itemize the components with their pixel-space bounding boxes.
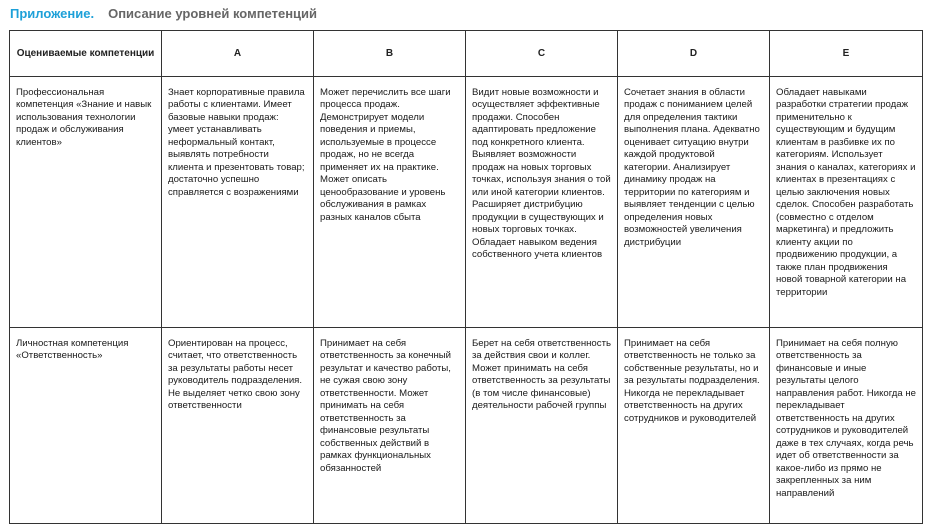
competence-name: Личностная компетенция «Ответственность» [16, 338, 129, 362]
level-text: Принимает на себя ответственность за конечный результат и качество работы, не сужая свою зону ответственности. Может принимать на себя ответственность за финансовые результаты собственных действий в рамках функциональных обязанностей [320, 338, 452, 474]
title-caption: Описание уровней компетенций [108, 6, 318, 21]
level-cell-c [466, 77, 618, 328]
level-text: Видит новые возможности и осуществляет эффективные продажи. Способен адаптировать предложение под конкретного клиента. Выявляет возможности продаж на новых торговых точках, используя знания о той или иной категории клиентов. Расширяет дистрибуцию продукции в существующих и новых торговых точках. Обладает навыком ведения собственного учета клиентов [472, 87, 611, 261]
level-cell-c [466, 328, 618, 524]
level-text: Ориентирован на процесс, считает, что ответственность за результаты работы несет руководитель подразделения. Не выделяет четко свою зону ответственности [168, 338, 303, 412]
column-header-d: D [618, 31, 770, 77]
level-text: Сочетает знания в области продаж с пониманием целей для определения тактики выполнения плана. Адекватно оценивает ситуацию внутри каждой продуктовой категории. Анализирует динамику продаж на территории по категориям и выявляет тенденции с целью определения новых возможностей увеличения дистрибуции [624, 87, 760, 248]
column-header-competence: Оцениваемые компетенции [10, 31, 162, 77]
competence-name: Профессиональная компетенция «Знание и навык использования технологии продаж и обслуживания клиентов» [16, 87, 152, 148]
competence-levels-table [9, 30, 923, 524]
column-header-b: B [314, 31, 466, 77]
level-cell-b [314, 77, 466, 328]
level-text: Обладает навыками разработки стратегии продаж применительно к существующим и будущим клиентам в разбивке их по категориям. Использует знания о каналах, категориях и клиентах в презентациях с целью заключения новых сделок. Способен разработать (совместно с отделом маркетинга) и предложить клиенту акции по продвижению продукции, а также план продвижения новой товарной категории на территории [776, 87, 916, 298]
title-prefix: Приложение. [10, 6, 95, 21]
column-header-c: C [466, 31, 618, 77]
table-row-responsibility [10, 328, 923, 524]
table-header-row [10, 31, 923, 77]
competence-cell [10, 328, 162, 524]
level-text: Принимает на себя полную ответственность за финансовые и иные результаты целого направления работ. Никогда не перекладывает ответственность на других сотрудников и руководителей даже в тех случаях, когда речь идет об ответственности за какое-либо из прямо не закрепленных за ним направлений [776, 338, 917, 499]
level-text: Знает корпоративные правила работы с клиентами. Имеет базовые навыки продаж: умеет устанавливать неформальный контакт, выявлять потребности клиента и презентовать товар; достаточно успешно справляется с возражениями [168, 87, 305, 198]
level-text: Может перечислить все шаги процесса продаж. Демонстрирует модели поведения и приемы, используемые в процессе продаж, но не всегда применяет их на практике. Может описать ценообразование и уровень обслуживания в рамках разных каналов сбыта [320, 87, 451, 223]
level-cell-b [314, 328, 466, 524]
level-cell-e [770, 328, 923, 524]
level-cell-a [162, 77, 314, 328]
column-header-a: A [162, 31, 314, 77]
competence-cell [10, 77, 162, 328]
column-header-e: E [770, 31, 923, 77]
level-cell-e [770, 77, 923, 328]
table-row-professional [10, 77, 923, 328]
level-cell-d [618, 77, 770, 328]
level-cell-d [618, 328, 770, 524]
level-cell-a [162, 328, 314, 524]
level-text: Берет на себя ответственность за действия свои и коллег. Может принимать на себя ответственность за результаты (в том числе финансовые) деятельности рабочей группы [472, 338, 611, 412]
page-title [10, 6, 317, 21]
level-text: Принимает на себя ответственность не только за собственные результаты, но и за результаты подразделения. Никогда не перекладывает ответственность на других сотрудников и руководителей [624, 338, 760, 424]
